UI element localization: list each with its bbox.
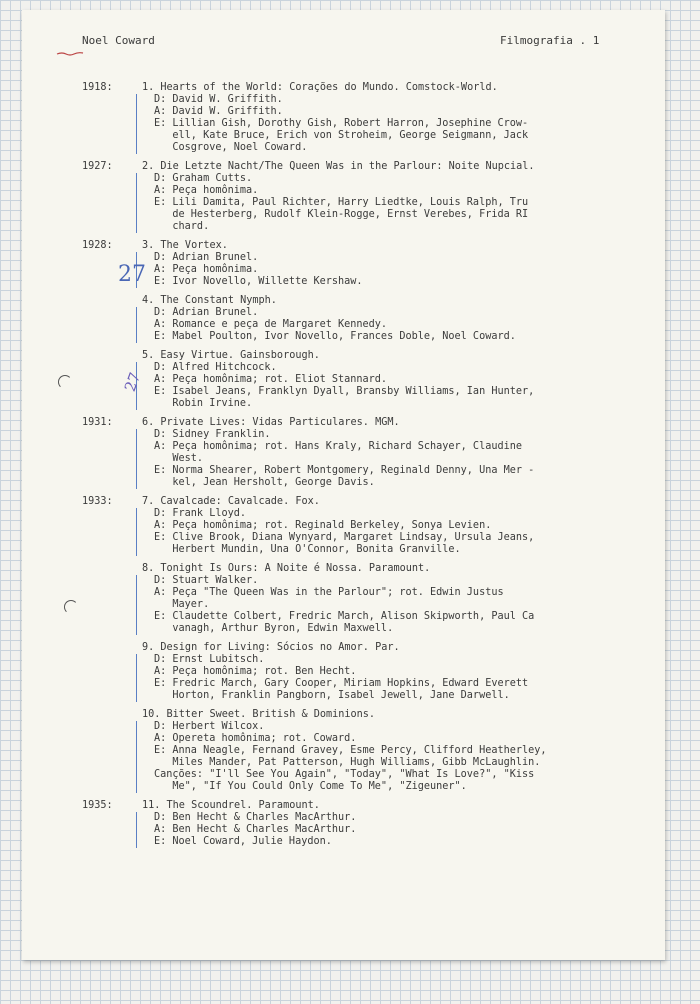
filmography-list — [82, 82, 662, 855]
entry-year: 1935: — [82, 800, 113, 811]
entry-year: 1933: — [82, 496, 113, 507]
author-header: Noel Coward — [82, 34, 155, 47]
entry-line: Horton, Franklin Pangborn, Isabel Jewell, Jane Darwell. — [154, 690, 510, 701]
page-header: Filmografia . 1 — [500, 34, 600, 47]
blue-margin-line — [136, 575, 137, 635]
entry-year: 1927: — [82, 161, 113, 172]
entry-year: 1918: — [82, 82, 113, 93]
film-entry — [82, 709, 662, 793]
entry-line: E: Ivor Novello, Willette Kershaw. — [154, 276, 363, 287]
blue-margin-line — [136, 429, 137, 489]
entry-line: D: Graham Cutts. — [154, 173, 253, 184]
film-entry — [82, 161, 662, 233]
handwritten-note-1: 27 — [118, 262, 146, 287]
entry-line: de Hesterberg, Rudolf Klein-Rogge, Ernst Verebes, Frida RI — [154, 209, 529, 220]
blue-margin-line — [136, 508, 137, 556]
blue-margin-line — [136, 654, 137, 702]
entry-line: Me", "If You Could Only Come To Me", "Zigeuner". — [154, 781, 467, 792]
entry-line: A: Peça homônima; rot. Hans Kraly, Richard Schayer, Claudine — [154, 441, 523, 452]
entry-line: A: Peça homônima; rot. Eliot Stannard. — [154, 374, 388, 385]
entry-line: E: Claudette Colbert, Fredric March, Alison Skipworth, Paul Ca — [154, 611, 535, 622]
punch-hole-mark — [64, 600, 78, 614]
entry-line: E: Mabel Poulton, Ivor Novello, Frances Doble, Noel Coward. — [154, 331, 516, 342]
typed-page — [22, 10, 665, 960]
entry-line: E: Lillian Gish, Dorothy Gish, Robert Harron, Josephine Crow- — [154, 118, 529, 129]
entry-line: A: Ben Hecht & Charles MacArthur. — [154, 824, 357, 835]
entry-line: West. — [154, 453, 204, 464]
handwritten-note-2: 27 — [120, 369, 145, 395]
entry-title: 8. Tonight Is Ours: A Noite é Nossa. Paramount. — [142, 563, 431, 574]
entry-line: D: Sidney Franklin. — [154, 429, 271, 440]
film-entry — [82, 82, 662, 154]
blue-margin-line — [136, 94, 137, 154]
entry-line: A: Opereta homônima; rot. Coward. — [154, 733, 357, 744]
entry-title: 3. The Vortex. — [142, 240, 228, 251]
entry-line: A: Peça homônima; rot. Ben Hecht. — [154, 666, 357, 677]
entry-line: D: Adrian Brunel. — [154, 307, 259, 318]
entry-line: D: Ernst Lubitsch. — [154, 654, 265, 665]
entry-line: kel, Jean Hersholt, George Davis. — [154, 477, 375, 488]
film-entry — [82, 642, 662, 702]
entry-title: 4. The Constant Nymph. — [142, 295, 277, 306]
entry-line: D: Ben Hecht & Charles MacArthur. — [154, 812, 357, 823]
entry-title: 6. Private Lives: Vidas Particulares. MGM. — [142, 417, 400, 428]
blue-margin-line — [136, 307, 137, 343]
entry-line: E: Noel Coward, Julie Haydon. — [154, 836, 332, 847]
film-entry — [82, 563, 662, 635]
entry-line: E: Norma Shearer, Robert Montgomery, Reginald Denny, Una Mer - — [154, 465, 535, 476]
film-entry — [82, 800, 662, 848]
entry-title: 2. Die Letzte Nacht/The Queen Was in the Parlour: Noite Nupcial. — [142, 161, 535, 172]
entry-line: E: Fredric March, Gary Cooper, Miriam Hopkins, Edward Everett — [154, 678, 529, 689]
entry-line: chard. — [154, 221, 210, 232]
punch-hole-mark — [58, 375, 72, 389]
red-pen-mark — [56, 51, 84, 57]
entry-line: Herbert Mundin, Una O'Connor, Bonita Granville. — [154, 544, 461, 555]
entry-line: D: Frank Lloyd. — [154, 508, 247, 519]
entry-line: E: Clive Brook, Diana Wynyard, Margaret Lindsay, Ursula Jeans, — [154, 532, 535, 543]
film-entry — [82, 417, 662, 489]
film-entry — [82, 350, 662, 410]
entry-line: Mayer. — [154, 599, 210, 610]
entry-title: 1. Hearts of the World: Corações do Mundo. Comstock-World. — [142, 82, 498, 93]
entry-line: D: David W. Griffith. — [154, 94, 283, 105]
film-entry — [82, 496, 662, 556]
entry-line: Robin Irvine. — [154, 398, 253, 409]
entry-line: E: Isabel Jeans, Franklyn Dyall, Bransby Williams, Ian Hunter, — [154, 386, 535, 397]
entry-line: A: David W. Griffith. — [154, 106, 283, 117]
entry-year: 1928: — [82, 240, 113, 251]
entry-line: D: Herbert Wilcox. — [154, 721, 265, 732]
entry-line: Canções: "I'll See You Again", "Today", "What Is Love?", "Kiss — [154, 769, 535, 780]
entry-year: 1931: — [82, 417, 113, 428]
entry-line: A: Peça homônima. — [154, 264, 259, 275]
entry-title: 10. Bitter Sweet. British & Dominions. — [142, 709, 376, 720]
film-entry — [82, 295, 662, 343]
entry-line: A: Peça "The Queen Was in the Parlour"; rot. Edwin Justus — [154, 587, 504, 598]
entry-line: D: Stuart Walker. — [154, 575, 259, 586]
entry-line: A: Romance e peça de Margaret Kennedy. — [154, 319, 388, 330]
entry-title: 9. Design for Living: Sócios no Amor. Par. — [142, 642, 400, 653]
entry-line: A: Peça homônima; rot. Reginald Berkeley, Sonya Levien. — [154, 520, 492, 531]
entry-title: 11. The Scoundrel. Paramount. — [142, 800, 320, 811]
entry-line: ell, Kate Bruce, Erich von Stroheim, George Seigmann, Jack — [154, 130, 529, 141]
blue-margin-line — [136, 173, 137, 233]
entry-line: Cosgrove, Noel Coward. — [154, 142, 308, 153]
film-entry — [82, 240, 662, 288]
entry-title: 7. Cavalcade: Cavalcade. Fox. — [142, 496, 320, 507]
entry-title: 5. Easy Virtue. Gainsborough. — [142, 350, 320, 361]
entry-line: D: Alfred Hitchcock. — [154, 362, 277, 373]
entry-line: A: Peça homônima. — [154, 185, 259, 196]
entry-line: Miles Mander, Pat Patterson, Hugh Williams, Gibb McLaughlin. — [154, 757, 541, 768]
entry-line: D: Adrian Brunel. — [154, 252, 259, 263]
entry-line: E: Anna Neagle, Fernand Gravey, Esme Percy, Clifford Heatherley, — [154, 745, 547, 756]
entry-line: vanagh, Arthur Byron, Edwin Maxwell. — [154, 623, 394, 634]
blue-margin-line — [136, 812, 137, 848]
blue-margin-line — [136, 721, 137, 793]
entry-line: E: Lili Damita, Paul Richter, Harry Liedtke, Louis Ralph, Tru — [154, 197, 529, 208]
